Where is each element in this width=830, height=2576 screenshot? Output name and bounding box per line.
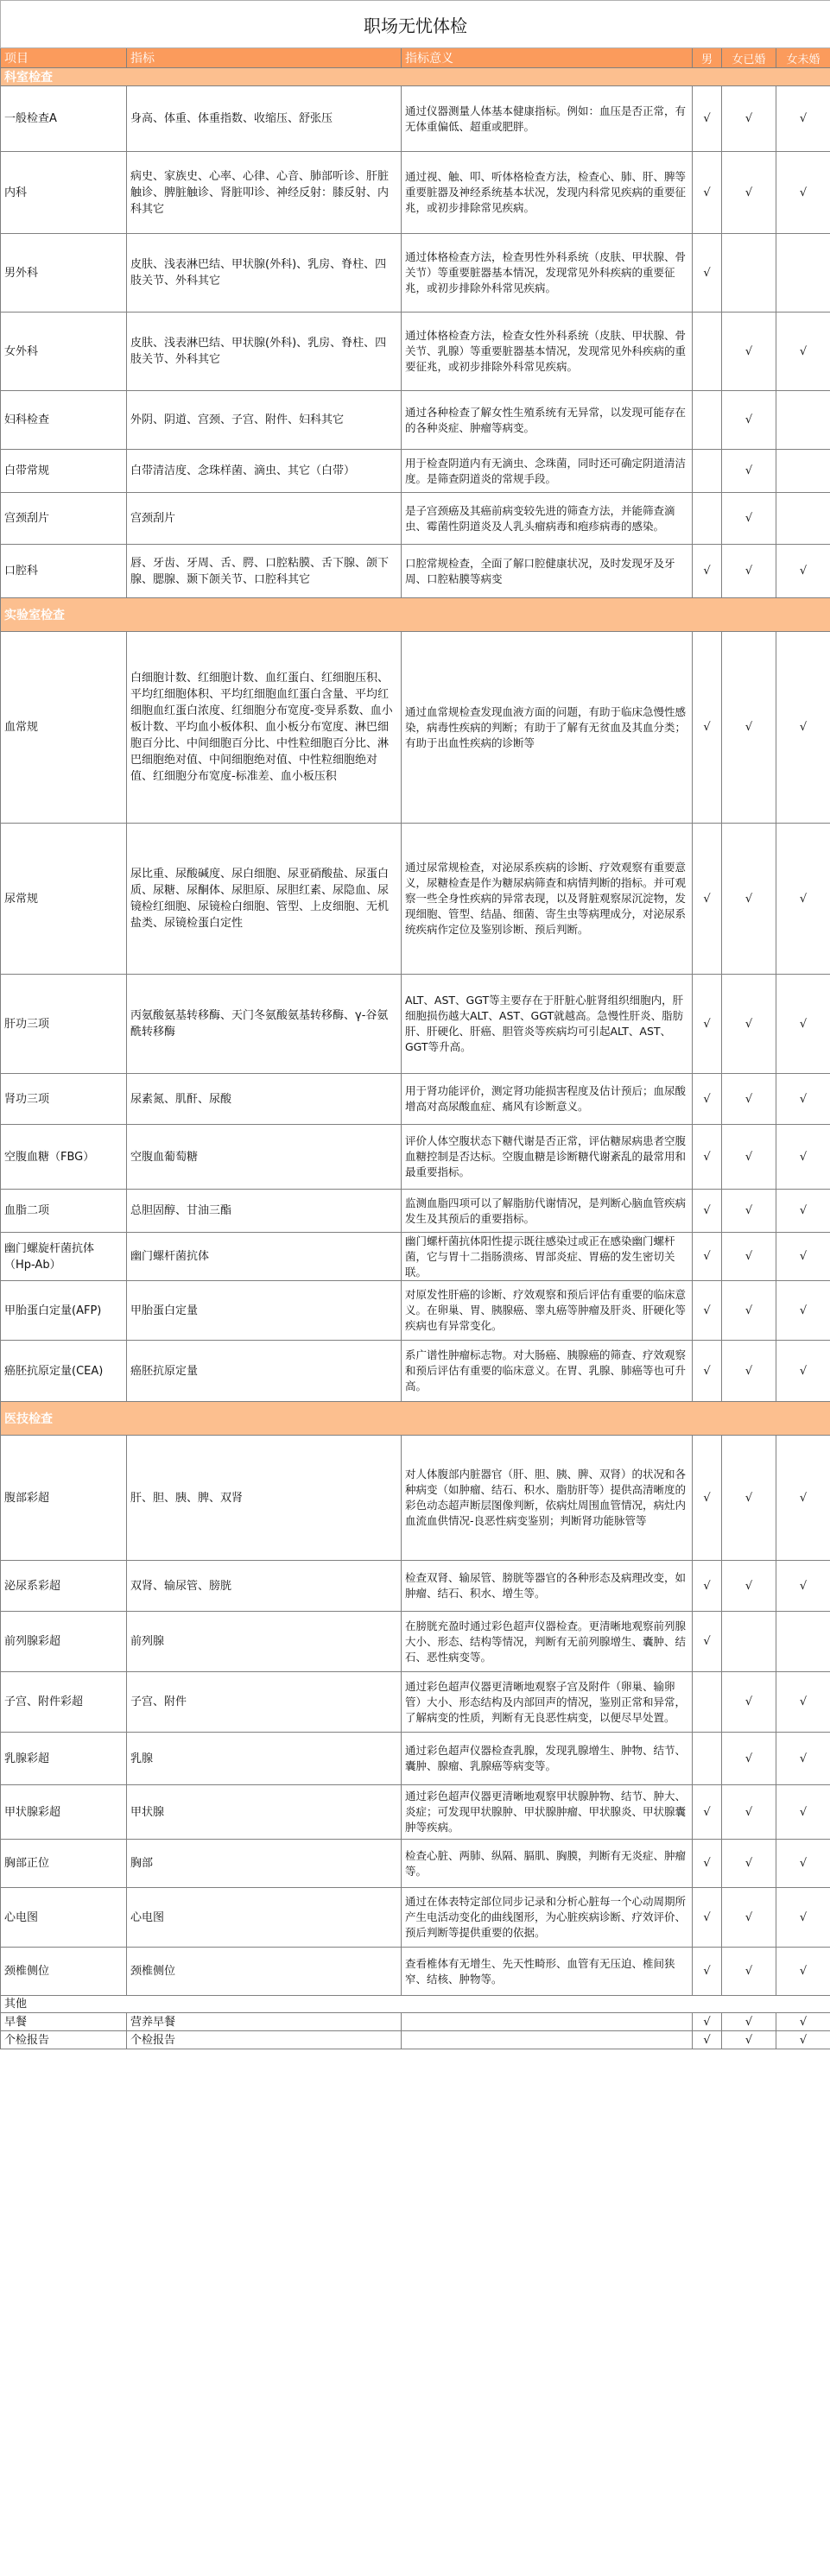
table-row [1, 632, 830, 824]
item-name: 血常规 [1, 632, 127, 824]
item-name: 腹部彩超 [1, 1436, 127, 1561]
check-female-married [722, 1612, 776, 1672]
check-female-unmarried: √ [776, 1672, 830, 1733]
check-male: √ [693, 152, 722, 234]
check-female-married: √ [722, 1785, 776, 1840]
item-indicator: 皮肤、浅表淋巴结、甲状腺(外科)、乳房、脊柱、四肢关节、外科其它 [127, 234, 402, 313]
item-meaning: 通过尿常规检查，对泌尿系疾病的诊断、疗效观察有重要意义，尿糖检查是作为糖尿病筛查和病情判断的指标。并可观察一些全身性疾病的异常表现，以及肾脏观察尿沉淀物，发现细胞、管型、结晶、细菌、寄生虫等病理成分，对泌尿系统疾病作定位及鉴别诊断、预后判断。 [402, 824, 693, 975]
check-female-unmarried: √ [776, 1561, 830, 1612]
item-meaning: 通过视、触、叩、听体格检查方法，检查心、肺、肝、脾等重要脏器及神经系统基本状况，发现内科常见疾病的重要征兆，或初步排除常见疾病。 [402, 152, 693, 234]
check-female-unmarried [776, 391, 830, 450]
item-indicator: 乳腺 [127, 1733, 402, 1785]
item-meaning-empty [402, 2013, 693, 2031]
section-title: 科室检查 [1, 68, 830, 86]
check-female-married: √ [722, 1672, 776, 1733]
item-name: 宫颈刮片 [1, 493, 127, 545]
item-indicator: 营养早餐 [127, 2013, 402, 2031]
item-meaning: 系广谱性肿瘤标志物。对大肠癌、胰腺癌的筛查、疗效观察和预后评估有重要的临床意义。在胃、乳腺、肺癌等也可升高。 [402, 1341, 693, 1402]
check-female-married: √ [722, 824, 776, 975]
check-female-married: √ [722, 1190, 776, 1233]
item-name: 妇科检查 [1, 391, 127, 450]
check-female-unmarried: √ [776, 1785, 830, 1840]
check-female-married: √ [722, 975, 776, 1074]
item-indicator: 个检报告 [127, 2031, 402, 2049]
check-male: √ [693, 1840, 722, 1888]
check-male: √ [693, 975, 722, 1074]
item-name: 子宫、附件彩超 [1, 1672, 127, 1733]
check-female-unmarried: √ [776, 1888, 830, 1948]
check-male [693, 1733, 722, 1785]
item-indicator: 病史、家族史、心率、心律、心音、肺部听诊、肝脏触诊、脾脏触诊、肾脏叩诊、神经反射：膝反射、内科其它 [127, 152, 402, 234]
header-female-unmarried: 女未婚 [776, 48, 830, 68]
item-meaning: 通过在体表特定部位同步记录和分析心脏每一个心动周期所产生电活动变化的曲线图形，为心脏疾病诊断、疗效评价、预后判断等提供重要的依据。 [402, 1888, 693, 1948]
check-female-married: √ [722, 1125, 776, 1190]
check-male: √ [693, 1785, 722, 1840]
table-row [1, 2031, 830, 2049]
item-name: 女外科 [1, 313, 127, 391]
check-female-married: √ [722, 493, 776, 545]
item-name: 肝功三项 [1, 975, 127, 1074]
check-female-married: √ [722, 1074, 776, 1125]
item-name: 前列腺彩超 [1, 1612, 127, 1672]
check-female-unmarried [776, 234, 830, 313]
check-female-unmarried: √ [776, 824, 830, 975]
check-female-unmarried: √ [776, 1341, 830, 1402]
item-name: 内科 [1, 152, 127, 234]
item-meaning: 通过各种检查了解女性生殖系统有无异常，以发现可能存在的各种炎症、肿瘤等病变。 [402, 391, 693, 450]
check-female-unmarried: √ [776, 2013, 830, 2031]
check-female-unmarried [776, 493, 830, 545]
check-female-married: √ [722, 313, 776, 391]
table-row [1, 234, 830, 313]
item-name: 口腔科 [1, 545, 127, 598]
table-row [1, 975, 830, 1074]
check-female-unmarried: √ [776, 313, 830, 391]
check-female-married: √ [722, 545, 776, 598]
table-row [1, 493, 830, 545]
item-indicator: 甲状腺 [127, 1785, 402, 1840]
item-meaning: 检查心脏、两肺、纵隔、膈肌、胸膜，判断有无炎症、肿瘤等。 [402, 1840, 693, 1888]
check-male: √ [693, 1074, 722, 1125]
item-indicator: 白细胞计数、红细胞计数、血红蛋白、红细胞压积、平均红细胞体积、平均红细胞血红蛋白含量、平均红细胞血红蛋白浓度、红细胞分布宽度-变异系数、血小板计数、平均血小板体积、血小板分布宽度、淋巴细胞百分比、中间细胞百分比、中性粒细胞百分比、淋巴细胞绝对值、中间细胞绝对值、中性粒细胞绝对值、红细胞分布宽度-标准差、血小板压积 [127, 632, 402, 824]
check-female-unmarried [776, 450, 830, 493]
check-female-unmarried: √ [776, 152, 830, 234]
item-meaning: 监测血脂四项可以了解脂肪代谢情况，是判断心脑血管疾病发生及其预后的重要指标。 [402, 1190, 693, 1233]
section-title: 实验室检查 [1, 598, 830, 632]
check-female-unmarried: √ [776, 1233, 830, 1281]
check-female-married: √ [722, 86, 776, 152]
check-female-married: √ [722, 2031, 776, 2049]
item-indicator: 白带清洁度、念珠样菌、滴虫、其它（白带） [127, 450, 402, 493]
item-indicator: 皮肤、浅表淋巴结、甲状腺(外科)、乳房、脊柱、四肢关节、外科其它 [127, 313, 402, 391]
check-male: √ [693, 1436, 722, 1561]
check-female-unmarried: √ [776, 1733, 830, 1785]
check-female-unmarried: √ [776, 1281, 830, 1341]
check-male [693, 450, 722, 493]
check-female-married: √ [722, 2013, 776, 2031]
item-indicator: 子宫、附件 [127, 1672, 402, 1733]
header-male: 男 [693, 48, 722, 68]
item-meaning: 评价人体空腹状态下糖代谢是否正常，评估糖尿病患者空腹血糖控制是否达标。空腹血糖是诊断糖代谢紊乱的最常用和最重要指标。 [402, 1125, 693, 1190]
item-name: 心电图 [1, 1888, 127, 1948]
check-male [693, 391, 722, 450]
check-male [693, 1672, 722, 1733]
check-female-unmarried [776, 1612, 830, 1672]
table-row [1, 1785, 830, 1840]
item-meaning: 通过彩色超声仪器更清晰地观察甲状腺肿物、结节、肿大、炎症；可发现甲状腺肿、甲状腺肿瘤、甲状腺炎、甲状腺囊肿等疾病。 [402, 1785, 693, 1840]
check-male: √ [693, 1281, 722, 1341]
item-name: 颈椎侧位 [1, 1948, 127, 1996]
check-female-married: √ [722, 1233, 776, 1281]
check-female-married: √ [722, 1888, 776, 1948]
check-female-married: √ [722, 1281, 776, 1341]
item-indicator: 双肾、输尿管、膀胱 [127, 1561, 402, 1612]
item-name: 白带常规 [1, 450, 127, 493]
item-name: 血脂二项 [1, 1190, 127, 1233]
item-indicator: 颈椎侧位 [127, 1948, 402, 1996]
item-indicator: 宫颈刮片 [127, 493, 402, 545]
item-name: 甲胎蛋白定量(AFP) [1, 1281, 127, 1341]
item-meaning: 幽门螺杆菌抗体阳性提示既往感染过或正在感染幽门螺杆菌，它与胃十二指肠溃疡、胃部炎症、胃癌的发生密切关联。 [402, 1233, 693, 1281]
table-row [1, 1074, 830, 1125]
table-row [1, 1948, 830, 1996]
check-male: √ [693, 86, 722, 152]
check-female-married: √ [722, 1733, 776, 1785]
check-male: √ [693, 1561, 722, 1612]
table-row [1, 1888, 830, 1948]
check-male: √ [693, 1612, 722, 1672]
item-meaning: ALT、AST、GGT等主要存在于肝脏心脏肾组织细胞内，肝细胞损伤越大ALT、AST、GGT就越高。急慢性肝炎、脂肪肝、肝硬化、肝癌、胆管炎等疾病均可引起ALT、AST、GGT等升高。 [402, 975, 693, 1074]
section-header-row [1, 1402, 830, 1436]
table-row [1, 1190, 830, 1233]
page-title: 职场无忧体检 [1, 1, 830, 48]
item-meaning: 通过体格检查方法，检查男性外科系统（皮肤、甲状腺、骨关节）等重要脏器基本情况，发现常见外科疾病的重要征兆，或初步排除外科常见疾病。 [402, 234, 693, 313]
check-female-married: √ [722, 632, 776, 824]
item-indicator: 癌胚抗原定量 [127, 1341, 402, 1402]
item-name: 男外科 [1, 234, 127, 313]
item-meaning-empty [402, 2031, 693, 2049]
table-row [1, 1733, 830, 1785]
item-name: 幽门螺旋杆菌抗体（Hp-Ab） [1, 1233, 127, 1281]
check-male [693, 313, 722, 391]
title-row [1, 1, 830, 48]
other-section-label: 其他 [1, 1996, 830, 2013]
check-female-married: √ [722, 1341, 776, 1402]
item-indicator: 肝、胆、胰、脾、双肾 [127, 1436, 402, 1561]
header-indicator: 指标 [127, 48, 402, 68]
section-title: 医技检查 [1, 1402, 830, 1436]
table-row [1, 1341, 830, 1402]
item-indicator: 身高、体重、体重指数、收缩压、舒张压 [127, 86, 402, 152]
check-male: √ [693, 545, 722, 598]
check-male: √ [693, 1125, 722, 1190]
header-item: 项目 [1, 48, 127, 68]
item-meaning: 用于肾功能评价，测定肾功能损害程度及估计预后；血尿酸增高对高尿酸血症、痛风有诊断意义。 [402, 1074, 693, 1125]
item-indicator: 唇、牙齿、牙周、舌、腭、口腔粘膜、舌下腺、颌下腺、腮腺、颞下颌关节、口腔科其它 [127, 545, 402, 598]
check-female-married: √ [722, 391, 776, 450]
check-female-unmarried: √ [776, 1948, 830, 1996]
check-male: √ [693, 1233, 722, 1281]
item-meaning: 查看椎体有无增生、先天性畸形、血管有无压迫、椎间狭窄、结核、肿物等。 [402, 1948, 693, 1996]
table-row [1, 152, 830, 234]
table-row [1, 391, 830, 450]
other-section-row [1, 1996, 830, 2013]
check-male: √ [693, 1888, 722, 1948]
item-indicator: 尿比重、尿酸碱度、尿白细胞、尿亚硝酸盐、尿蛋白质、尿糖、尿酮体、尿胆原、尿胆红素、尿隐血、尿镜检红细胞、尿镜检白细胞、管型、上皮细胞、无机盐类、尿镜检蛋白定性 [127, 824, 402, 975]
table-row [1, 2013, 830, 2031]
check-female-married: √ [722, 1840, 776, 1888]
table-row [1, 1612, 830, 1672]
item-meaning: 通过彩色超声仪器更清晰地观察子宫及附件（卵巢、输卵管）大小、形态结构及内部回声的情况，鉴别正常和异常，了解病变的性质，判断有无良恶性病变，以便尽早处置。 [402, 1672, 693, 1733]
item-name: 个检报告 [1, 2031, 127, 2049]
item-meaning: 是子宫颈癌及其癌前病变较先进的筛查方法，并能筛查滴虫、霉菌性阴道炎及人乳头瘤病毒和疱疹病毒的感染。 [402, 493, 693, 545]
section-header-row [1, 68, 830, 86]
item-meaning: 检查双肾、输尿管、膀胱等器官的各种形态及病理改变，如肿瘤、结石、积水、增生等。 [402, 1561, 693, 1612]
check-female-married: √ [722, 1436, 776, 1561]
check-female-married: √ [722, 1561, 776, 1612]
item-name: 胸部正位 [1, 1840, 127, 1888]
header-meaning: 指标意义 [402, 48, 693, 68]
table-row [1, 313, 830, 391]
check-female-unmarried: √ [776, 2031, 830, 2049]
item-meaning: 对人体腹部内脏器官（肝、胆、胰、脾、双肾）的状况和各种病变（如肿瘤、结石、积水、脂肪肝等）提供高清晰度的彩色动态超声断层图像判断，依病灶周围血管情况，病灶内血流血供情况-良恶性病变鉴别；判断肾功能脉管等 [402, 1436, 693, 1561]
item-meaning: 通过血常规检查发现血液方面的问题，有助于临床急慢性感染，病毒性疾病的判断；有助于了解有无贫血及其血分类；有助于出血性疾病的诊断等 [402, 632, 693, 824]
item-name: 早餐 [1, 2013, 127, 2031]
header-row [1, 48, 830, 68]
table-row [1, 450, 830, 493]
table-row [1, 1281, 830, 1341]
item-indicator: 前列腺 [127, 1612, 402, 1672]
item-name: 尿常规 [1, 824, 127, 975]
table-row [1, 824, 830, 975]
item-name: 甲状腺彩超 [1, 1785, 127, 1840]
table-row [1, 1561, 830, 1612]
item-indicator: 空腹血葡萄糖 [127, 1125, 402, 1190]
check-female-married: √ [722, 450, 776, 493]
check-male [693, 493, 722, 545]
check-female-unmarried: √ [776, 1436, 830, 1561]
item-indicator: 心电图 [127, 1888, 402, 1948]
check-male: √ [693, 1948, 722, 1996]
check-female-unmarried: √ [776, 975, 830, 1074]
table-row [1, 1125, 830, 1190]
item-meaning: 通过体格检查方法，检查女性外科系统（皮肤、甲状腺、骨关节、乳腺）等重要脏器基本情况，发现常见外科疾病的重要征兆，或初步排除外科常见疾病。 [402, 313, 693, 391]
check-female-unmarried: √ [776, 1074, 830, 1125]
item-indicator: 胸部 [127, 1840, 402, 1888]
item-meaning: 通过彩色超声仪器检查乳腺，发现乳腺增生、肿物、结节、囊肿、腺瘤、乳腺癌等病变等。 [402, 1733, 693, 1785]
item-name: 空腹血糖（FBG） [1, 1125, 127, 1190]
check-male: √ [693, 2031, 722, 2049]
item-indicator: 幽门螺杆菌抗体 [127, 1233, 402, 1281]
item-name: 泌尿系彩超 [1, 1561, 127, 1612]
item-meaning: 用于检查阴道内有无滴虫、念珠菌，同时还可确定阴道清洁度。是筛查阴道炎的常规手段。 [402, 450, 693, 493]
item-meaning: 通过仪器测量人体基本健康指标。例如：血压是否正常，有无体重偏低、超重或肥胖。 [402, 86, 693, 152]
item-indicator: 总胆固醇、甘油三酯 [127, 1190, 402, 1233]
check-female-unmarried: √ [776, 632, 830, 824]
check-female-unmarried: √ [776, 86, 830, 152]
check-female-unmarried: √ [776, 1190, 830, 1233]
section-header-row [1, 598, 830, 632]
item-indicator: 外阴、阴道、宫颈、子宫、附件、妇科其它 [127, 391, 402, 450]
check-female-married [722, 234, 776, 313]
check-male: √ [693, 234, 722, 313]
item-name: 癌胚抗原定量(CEA) [1, 1341, 127, 1402]
item-meaning: 对原发性肝癌的诊断、疗效观察和预后评估有重要的临床意义。在卵巢、胃、胰腺癌、睾丸癌等肿瘤及肝炎、肝硬化等疾病也有异常变化。 [402, 1281, 693, 1341]
check-male: √ [693, 2013, 722, 2031]
check-female-married: √ [722, 152, 776, 234]
item-name: 肾功三项 [1, 1074, 127, 1125]
item-indicator: 甲胎蛋白定量 [127, 1281, 402, 1341]
table-row [1, 86, 830, 152]
header-female-married: 女已婚 [722, 48, 776, 68]
item-meaning: 在膀胱充盈时通过彩色超声仪器检查。更清晰地观察前列腺大小、形态、结构等情况，判断有无前列腺增生、囊肿、结石、恶性病变等。 [402, 1612, 693, 1672]
check-female-unmarried: √ [776, 1840, 830, 1888]
item-name: 一般检查A [1, 86, 127, 152]
table-row [1, 1233, 830, 1281]
check-male: √ [693, 824, 722, 975]
check-male: √ [693, 1190, 722, 1233]
item-name: 乳腺彩超 [1, 1733, 127, 1785]
item-meaning: 口腔常规检查，全面了解口腔健康状况，及时发现牙及牙周、口腔粘膜等病变 [402, 545, 693, 598]
check-female-unmarried: √ [776, 545, 830, 598]
check-male: √ [693, 632, 722, 824]
table-row [1, 545, 830, 598]
check-female-married: √ [722, 1948, 776, 1996]
item-indicator: 丙氨酸氨基转移酶、天门冬氨酸氨基转移酶、γ-谷氨酰转移酶 [127, 975, 402, 1074]
check-female-unmarried: √ [776, 1125, 830, 1190]
table-row [1, 1840, 830, 1888]
check-male: √ [693, 1341, 722, 1402]
table-row [1, 1672, 830, 1733]
item-indicator: 尿素氮、肌酐、尿酸 [127, 1074, 402, 1125]
table-row [1, 1436, 830, 1561]
